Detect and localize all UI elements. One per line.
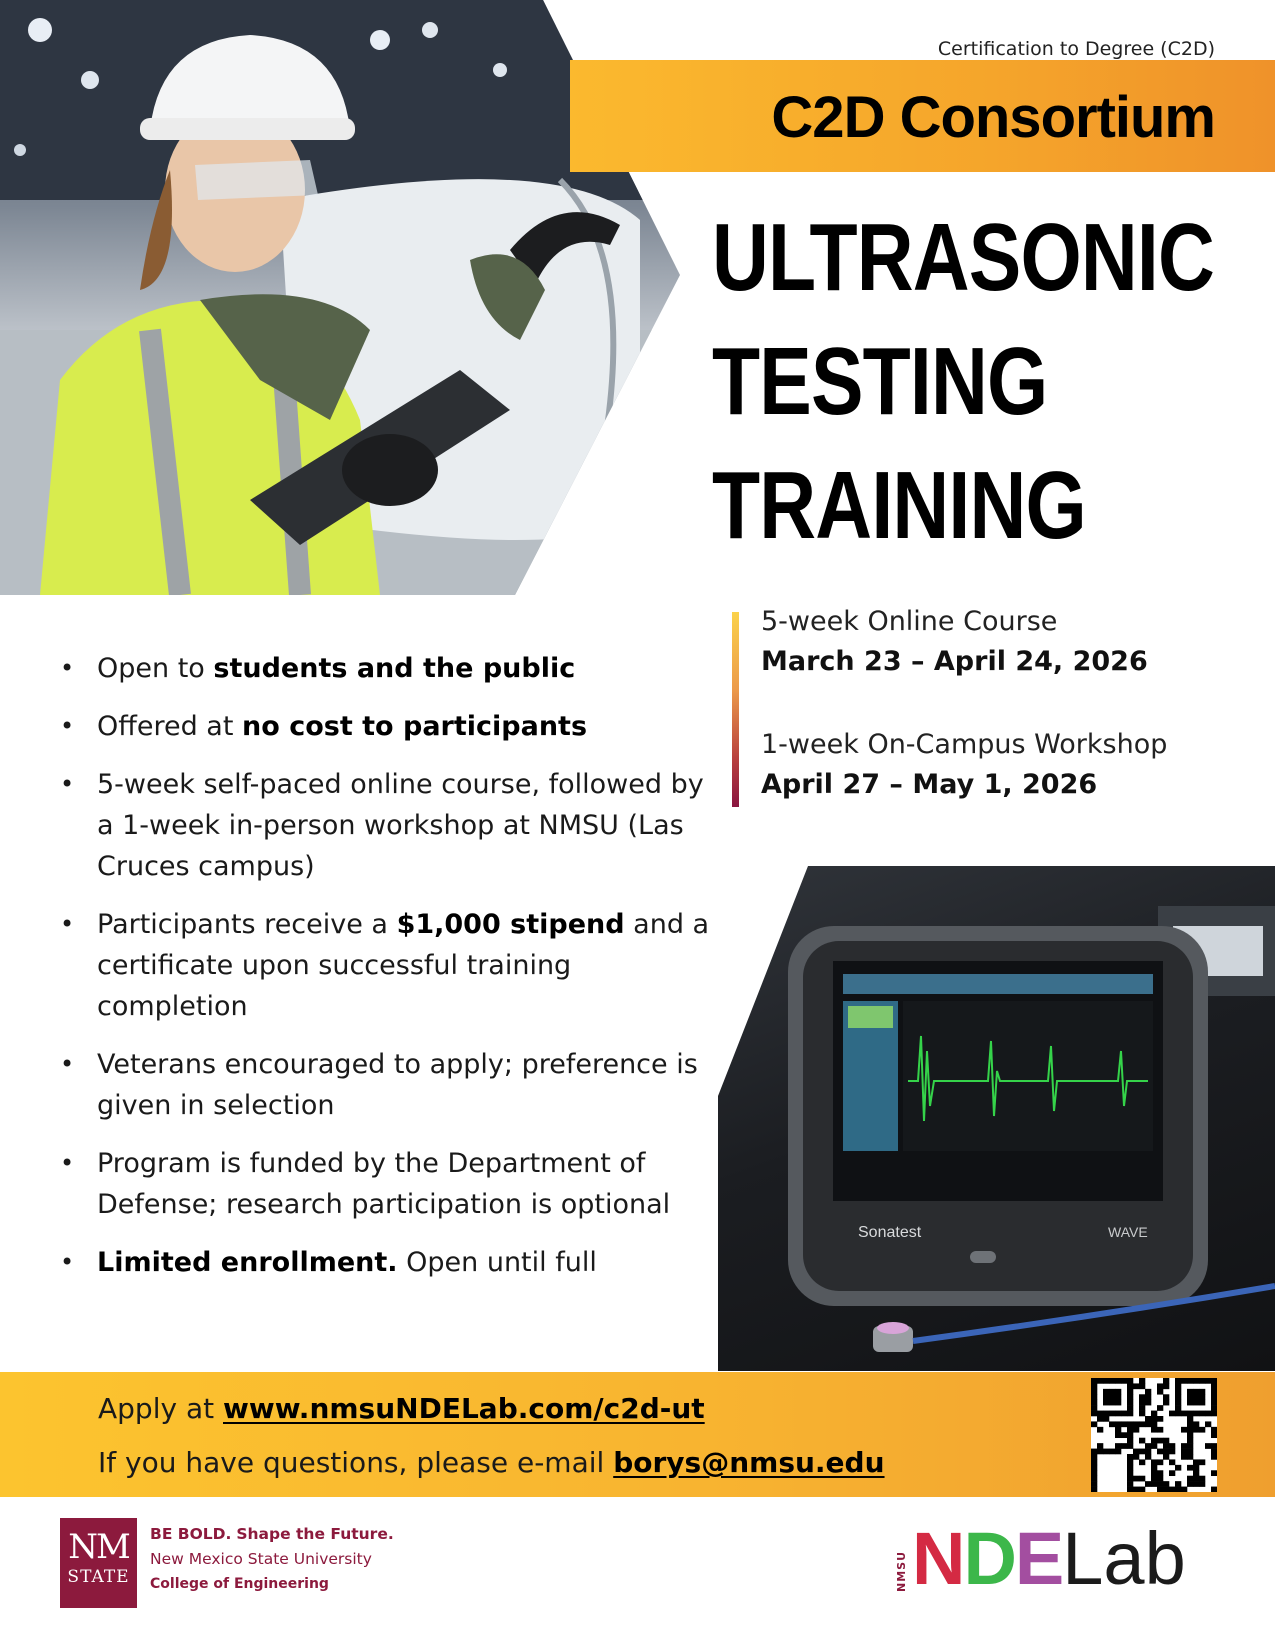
- list-item: • 5-week self-paced online course, followed by a 1-week in-person workshop at NMSU (Las Cruces campus): [60, 764, 710, 887]
- list-item: • Open to students and the public: [60, 648, 710, 689]
- list-item: • Program is funded by the Department of Defense; research participation is optional: [60, 1143, 710, 1225]
- schedule-accent-bar: [732, 612, 739, 807]
- online-course-dates: March 23 – April 24, 2026: [761, 646, 1148, 677]
- workshop-label: 1-week On-Campus Workshop: [761, 729, 1168, 760]
- apply-link[interactable]: www.nmsuNDELab.com/c2d-ut: [223, 1392, 705, 1425]
- apply-line: Apply at www.nmsuNDELab.com/c2d-ut: [98, 1392, 705, 1425]
- email-line: If you have questions, please e-mail borys@nmsu.edu: [98, 1446, 885, 1479]
- program-subtitle: Certification to Degree (C2D): [937, 38, 1215, 60]
- nmsu-text: [150, 1522, 394, 1597]
- online-course-block: [761, 602, 1148, 682]
- benefit-list: [60, 648, 710, 1300]
- ultrasonic-device-photo: [718, 866, 1275, 1371]
- workshop-block: [761, 725, 1167, 805]
- device-model: WAVE: [1108, 1224, 1148, 1240]
- list-item: • Limited enrollment. Open until full: [60, 1242, 710, 1283]
- nmsu-tagline: BE BOLD. Shape the Future.: [150, 1525, 394, 1543]
- list-item: • Veterans encouraged to apply; preference is given in selection: [60, 1044, 710, 1126]
- online-course-label: 5-week Online Course: [761, 606, 1058, 637]
- title-line-1: ULTRASONIC: [712, 204, 1214, 311]
- workshop-dates: April 27 – May 1, 2026: [761, 769, 1098, 800]
- nde-nmsu-prefix: NMSU: [895, 1550, 908, 1592]
- page-title: [712, 196, 1214, 568]
- university-name: New Mexico State University: [150, 1550, 372, 1568]
- device-brand: Sonatest: [858, 1224, 922, 1241]
- nmsu-logo: NM STATE: [60, 1518, 137, 1608]
- college-name: College of Engineering: [150, 1576, 329, 1592]
- title-line-3: TRAINING: [712, 452, 1086, 559]
- email-link[interactable]: borys@nmsu.edu: [613, 1446, 885, 1479]
- title-line-2: TESTING: [712, 328, 1048, 435]
- list-item: • Participants receive a $1,000 stipend and a certificate upon successful training completion: [60, 904, 710, 1027]
- qr-code[interactable]: [1091, 1378, 1217, 1492]
- list-item: • Offered at no cost to participants: [60, 706, 710, 747]
- consortium-title: C2D Consortium: [771, 85, 1215, 150]
- nde-lab-logo: NDELab: [912, 1517, 1186, 1600]
